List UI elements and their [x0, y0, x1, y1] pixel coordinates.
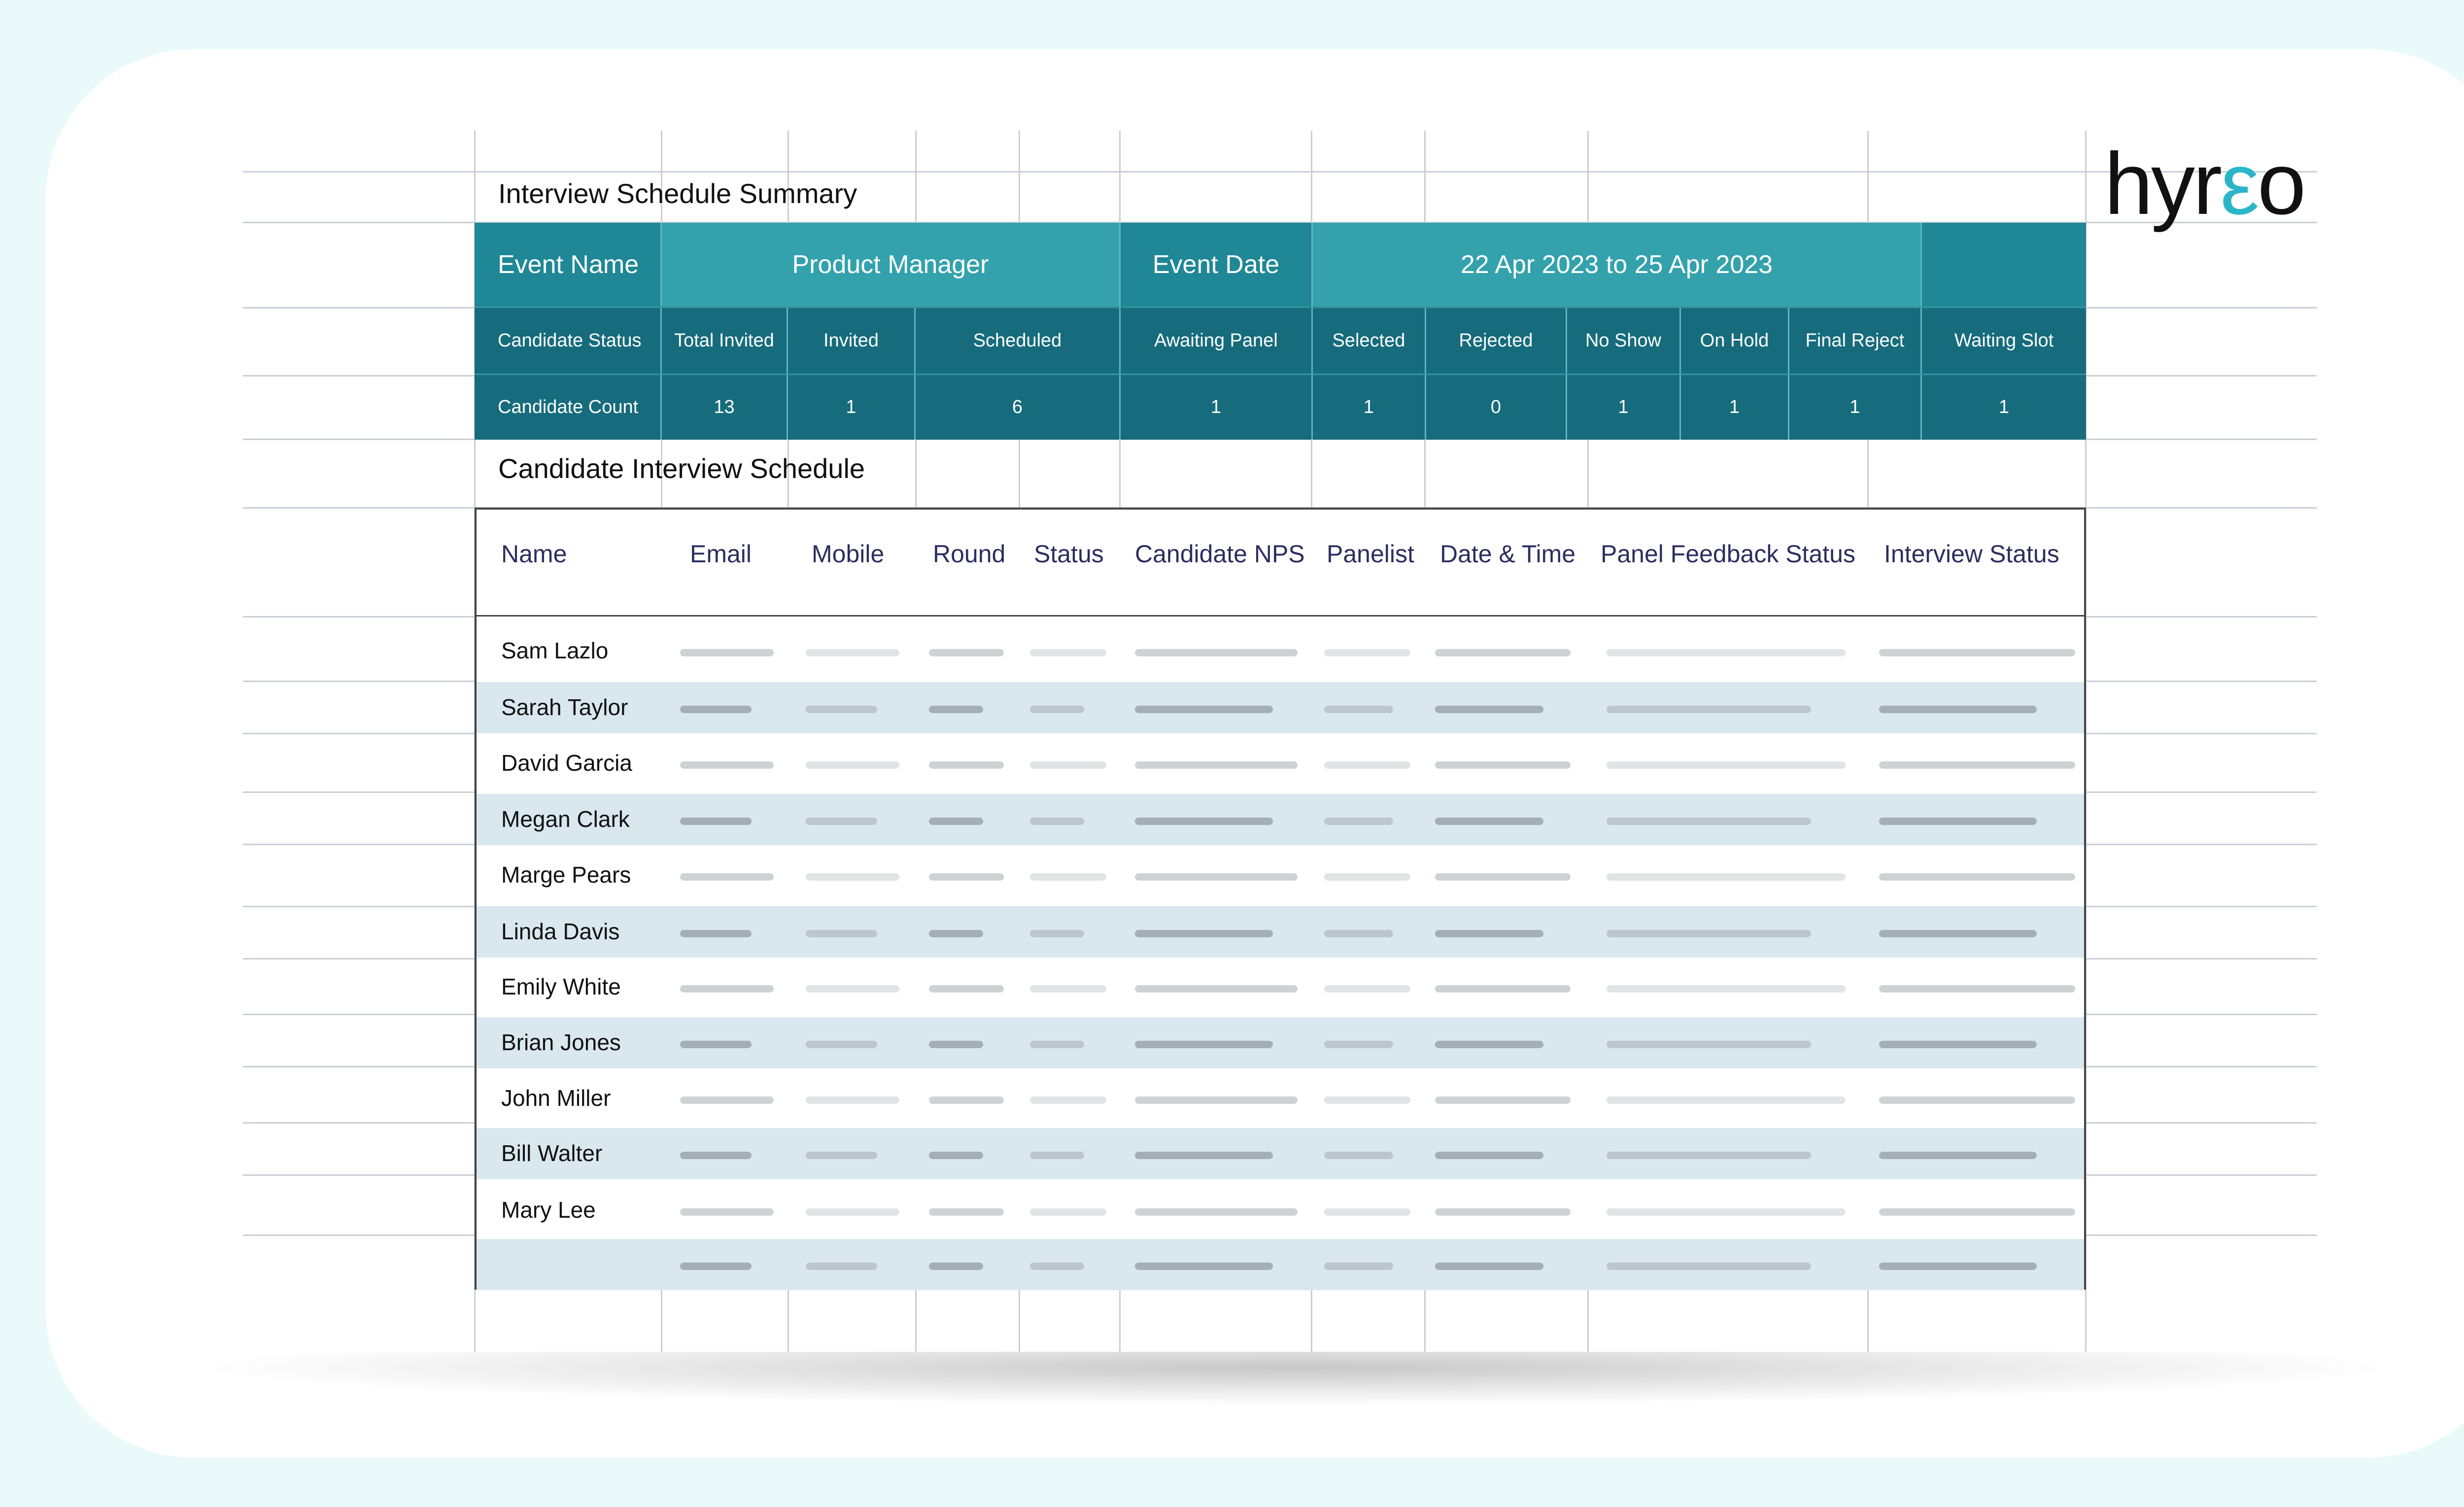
- placeholder-bar: [929, 1263, 983, 1270]
- placeholder-bar: [1030, 1208, 1106, 1216]
- placeholder-bar: [929, 1096, 1004, 1104]
- placeholder-bar: [1135, 1208, 1298, 1216]
- placeholder-bar: [1030, 985, 1106, 993]
- placeholder-bar: [1879, 818, 2037, 825]
- count-rejected: 0: [1490, 397, 1502, 417]
- placeholder-bar: [1030, 1152, 1084, 1159]
- placeholder-bar: [1135, 930, 1273, 937]
- event-date-label: Event Date: [1121, 223, 1311, 307]
- placeholder-bar: [1879, 761, 2075, 769]
- placeholder-bar: [1879, 930, 2037, 937]
- placeholder-bar: [806, 1096, 899, 1104]
- placeholder-bar: [680, 1208, 774, 1216]
- event-name-label: Event Name: [475, 223, 660, 307]
- placeholder-bar: [1135, 1041, 1273, 1048]
- placeholder-bar: [1879, 706, 2037, 713]
- candidate-name: Sarah Taylor: [501, 694, 628, 720]
- placeholder-bar: [806, 1263, 877, 1270]
- placeholder-bar: [1607, 1096, 1846, 1104]
- col-status: Status: [1034, 540, 1104, 568]
- placeholder-bar: [1324, 1263, 1393, 1270]
- hyreo-logo: hyrεo: [2104, 135, 2304, 233]
- placeholder-bar: [1135, 1152, 1273, 1159]
- placeholder-bar: [1324, 1152, 1393, 1159]
- placeholder-bar: [1324, 873, 1410, 881]
- placeholder-bar: [1879, 985, 2075, 993]
- placeholder-bar: [1607, 649, 1846, 656]
- placeholder-bar: [680, 1096, 774, 1104]
- placeholder-bar: [1607, 1263, 1811, 1270]
- candidate-name: Brian Jones: [501, 1029, 621, 1055]
- placeholder-bar: [929, 930, 983, 937]
- count-on-hold: 1: [1729, 397, 1740, 417]
- placeholder-bar: [1435, 930, 1543, 937]
- col-panel-feedback-status: Panel Feedback Status: [1601, 540, 1855, 568]
- placeholder-bar: [806, 761, 899, 769]
- col-date-time: Date & Time: [1440, 540, 1576, 568]
- placeholder-bar: [1135, 706, 1273, 713]
- placeholder-bar: [929, 1152, 983, 1159]
- placeholder-bar: [806, 1208, 899, 1216]
- empty-header-cell: [1922, 223, 2086, 307]
- count-total-invited: 13: [714, 397, 735, 417]
- placeholder-bar: [806, 706, 877, 713]
- placeholder-bar: [680, 706, 752, 713]
- count-scheduled: 6: [1012, 397, 1023, 417]
- placeholder-bar: [1435, 873, 1571, 881]
- status-awaiting-panel: Awaiting Panel: [1154, 330, 1278, 351]
- placeholder-bar: [1030, 818, 1084, 825]
- placeholder-bar: [680, 761, 774, 769]
- status-no-show: No Show: [1585, 330, 1662, 351]
- col-email: Email: [690, 540, 752, 568]
- candidate-name: Mary Lee: [501, 1197, 596, 1223]
- placeholder-bar: [929, 761, 1004, 769]
- placeholder-bar: [806, 1041, 877, 1048]
- col-round: Round: [933, 540, 1006, 568]
- placeholder-bar: [1435, 1263, 1543, 1270]
- placeholder-bar: [1435, 1041, 1543, 1048]
- placeholder-bar: [680, 985, 774, 993]
- placeholder-bar: [1879, 1208, 2075, 1216]
- placeholder-bar: [1435, 1208, 1571, 1216]
- placeholder-bar: [1435, 649, 1571, 656]
- header-divider: [477, 615, 2084, 616]
- placeholder-bar: [1607, 930, 1811, 937]
- placeholder-bar: [1879, 1041, 2037, 1048]
- placeholder-bar: [1879, 1096, 2075, 1104]
- placeholder-bar: [929, 873, 1004, 881]
- placeholder-bar: [1030, 873, 1106, 881]
- placeholder-bar: [1435, 761, 1571, 769]
- summary-table: [475, 223, 2086, 440]
- col-interview-status: Interview Status: [1884, 540, 2059, 568]
- placeholder-bar: [806, 818, 877, 825]
- placeholder-bar: [1435, 985, 1571, 993]
- count-no-show: 1: [1618, 397, 1629, 417]
- placeholder-bar: [1435, 1152, 1543, 1159]
- placeholder-bar: [1879, 873, 2075, 881]
- candidate-name: Emily White: [501, 974, 621, 999]
- count-awaiting-panel: 1: [1210, 397, 1222, 417]
- placeholder-bar: [680, 930, 752, 937]
- status-invited: Invited: [823, 330, 879, 351]
- placeholder-bar: [1135, 1096, 1298, 1104]
- placeholder-bar: [1324, 761, 1410, 769]
- count-invited: 1: [846, 397, 856, 417]
- col-name: Name: [501, 540, 567, 568]
- placeholder-bar: [1324, 1208, 1410, 1216]
- placeholder-bar: [1607, 873, 1846, 881]
- placeholder-bar: [680, 873, 774, 881]
- placeholder-bar: [1324, 1096, 1410, 1104]
- event-name-value: Product Manager: [662, 223, 1119, 307]
- placeholder-bar: [1435, 1096, 1571, 1104]
- placeholder-bar: [806, 985, 899, 993]
- placeholder-bar: [929, 985, 1004, 993]
- placeholder-bar: [1324, 930, 1393, 937]
- placeholder-bar: [680, 1041, 752, 1048]
- placeholder-bar: [1435, 706, 1543, 713]
- status-selected: Selected: [1332, 330, 1405, 351]
- status-on-hold: On Hold: [1700, 330, 1769, 351]
- placeholder-bar: [1607, 1208, 1846, 1216]
- placeholder-bar: [1135, 1263, 1273, 1270]
- col-panelist: Panelist: [1327, 540, 1414, 568]
- candidate-name: John Miller: [501, 1085, 611, 1111]
- status-scheduled: Scheduled: [973, 330, 1062, 351]
- placeholder-bar: [1607, 985, 1846, 993]
- placeholder-bar: [806, 930, 877, 937]
- placeholder-bar: [806, 649, 899, 656]
- placeholder-bar: [929, 1041, 983, 1048]
- placeholder-bar: [806, 873, 899, 881]
- placeholder-bar: [1135, 985, 1298, 993]
- placeholder-bar: [1607, 818, 1811, 825]
- placeholder-bar: [1030, 761, 1106, 769]
- status-total-invited: Total Invited: [674, 330, 774, 351]
- placeholder-bar: [929, 1208, 1004, 1216]
- placeholder-bar: [1030, 649, 1106, 656]
- count-final-reject: 1: [1849, 397, 1860, 417]
- col-candidate-nps: Candidate NPS: [1135, 540, 1305, 568]
- placeholder-bar: [1030, 1096, 1106, 1104]
- placeholder-bar: [1135, 818, 1273, 825]
- placeholder-bar: [1607, 761, 1846, 769]
- placeholder-bar: [1030, 1041, 1084, 1048]
- placeholder-bar: [1030, 1263, 1084, 1270]
- placeholder-bar: [1324, 985, 1410, 993]
- placeholder-bar: [1324, 818, 1393, 825]
- placeholder-bar: [1135, 761, 1298, 769]
- placeholder-bar: [680, 1263, 752, 1270]
- placeholder-bar: [1607, 1041, 1811, 1048]
- placeholder-bar: [1030, 930, 1084, 937]
- candidate-name: Linda Davis: [501, 919, 620, 944]
- status-waiting-slot: Waiting Slot: [1954, 330, 2054, 351]
- count-selected: 1: [1363, 397, 1374, 417]
- placeholder-bar: [680, 649, 774, 656]
- col-mobile: Mobile: [812, 540, 885, 568]
- candidate-name: Marge Pears: [501, 862, 631, 888]
- placeholder-bar: [1135, 649, 1298, 656]
- placeholder-bar: [929, 818, 983, 825]
- placeholder-bar: [1324, 706, 1393, 713]
- candidate-name: Megan Clark: [501, 806, 630, 832]
- placeholder-bar: [680, 1152, 752, 1159]
- placeholder-bar: [929, 706, 983, 713]
- placeholder-bar: [1879, 649, 2075, 656]
- placeholder-bar: [1435, 818, 1543, 825]
- candidate-name: Bill Walter: [501, 1140, 603, 1166]
- placeholder-bar: [1324, 1041, 1393, 1048]
- placeholder-bar: [1879, 1263, 2037, 1270]
- count-waiting-slot: 1: [1998, 397, 2010, 417]
- candidate-name: Sam Lazlo: [501, 638, 609, 663]
- placeholder-bar: [1324, 649, 1410, 656]
- placeholder-bar: [1607, 1152, 1811, 1159]
- placeholder-bar: [929, 649, 1004, 656]
- schedule-title: Candidate Interview Schedule: [498, 453, 865, 484]
- placeholder-bar: [680, 818, 752, 825]
- event-date-value: 22 Apr 2023 to 25 Apr 2023: [1313, 223, 1920, 307]
- candidate-name: David Garcia: [501, 750, 632, 776]
- placeholder-bar: [806, 1152, 877, 1159]
- placeholder-bar: [1879, 1152, 2037, 1159]
- status-rejected: Rejected: [1459, 330, 1533, 351]
- summary-title: Interview Schedule Summary: [498, 178, 857, 209]
- placeholder-bar: [1030, 706, 1084, 713]
- status-final-reject: Final Reject: [1805, 330, 1905, 351]
- candidate-count-label: Candidate Count: [498, 397, 639, 417]
- placeholder-bar: [1135, 873, 1298, 881]
- candidate-status-label: Candidate Status: [498, 330, 642, 351]
- placeholder-bar: [1607, 706, 1811, 713]
